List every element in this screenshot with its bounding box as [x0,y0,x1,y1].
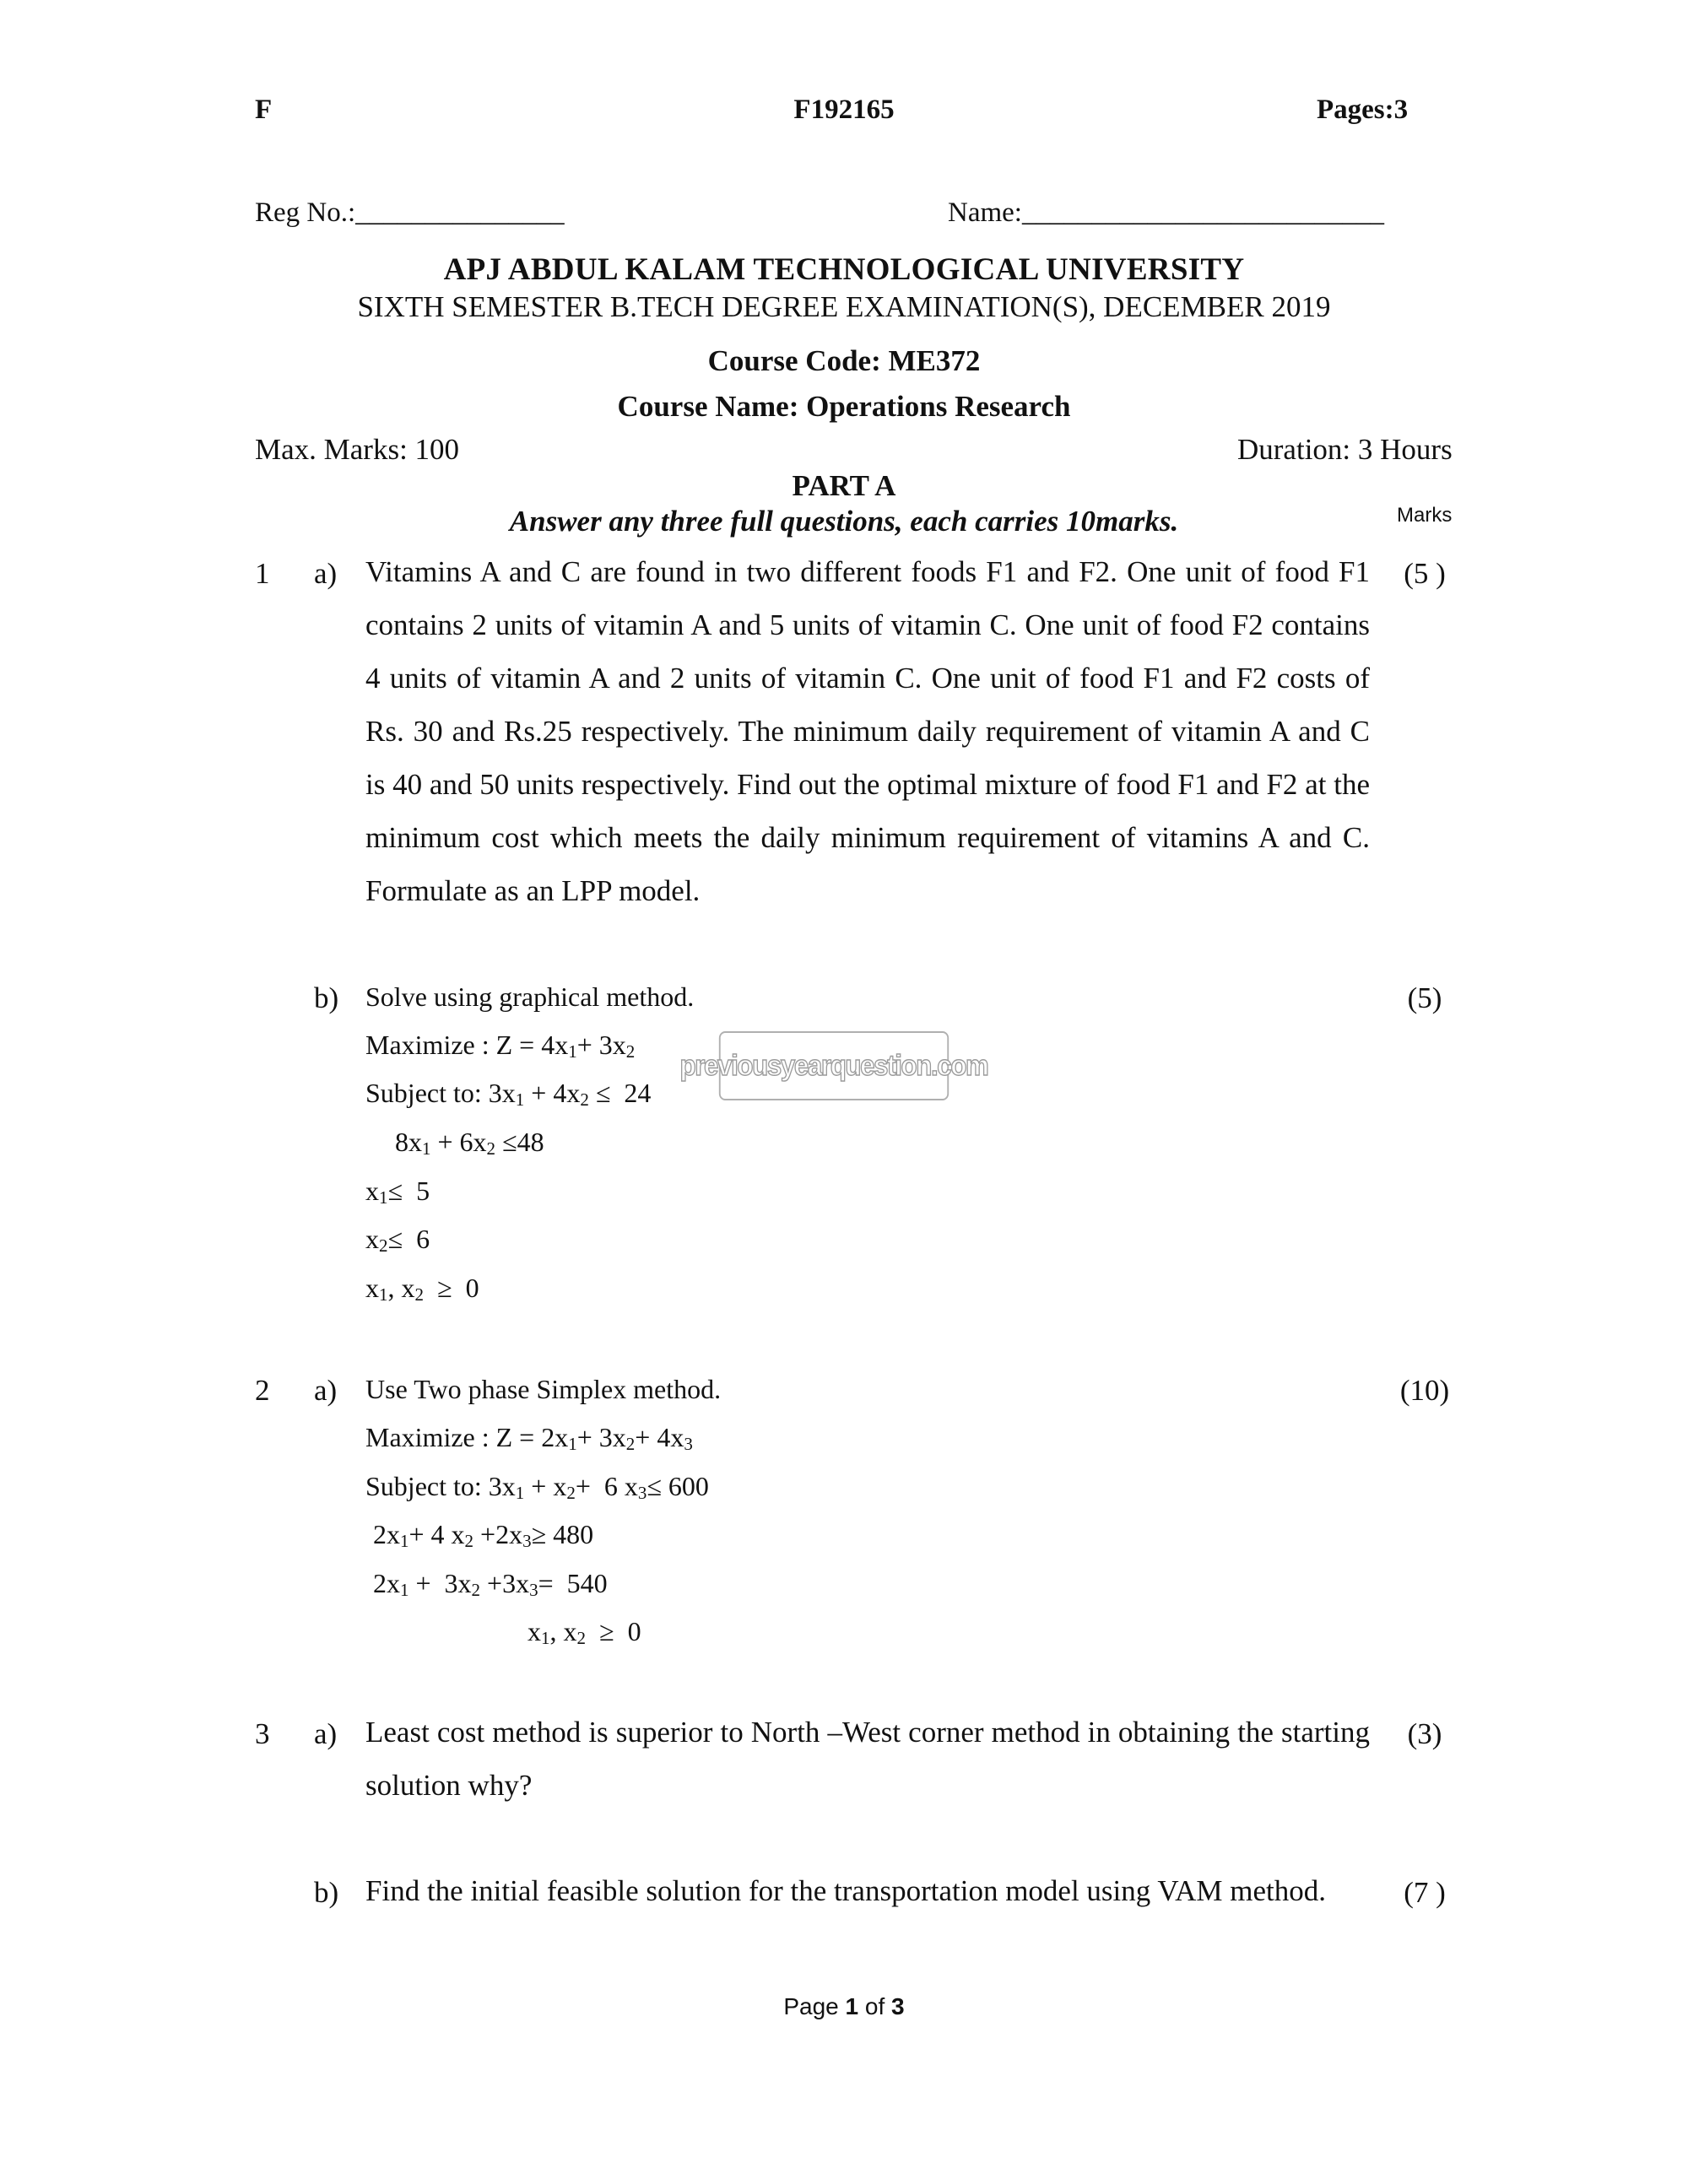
q1b-constraint-1: Subject to: $3x_1 + 4x_2 \le 24$ [365,1078,652,1110]
course-code: Course Code: ME372 [707,344,981,377]
subquestion-letter: a) [314,1374,338,1407]
paper-code: F192165 [793,95,895,125]
question-text [365,545,1370,917]
q2a-constraint-2: $2x_1+ 4$ $x_2 +2x_3\ge 480$ [373,1519,594,1551]
q1b-constraint-2: $8x_1 + 6x_2 \le 48$ [395,1127,544,1159]
q1b-title: Solve using graphical method. [365,981,695,1012]
question-text [365,1864,1370,1917]
q2a-objective: Maximize : $Z = 2x_1+ 3x_2+ 4x_3$ [365,1422,693,1454]
q1b-constraint-3: $x_1\le 5$ [365,1176,430,1208]
course-name: Course Name: Operations Research [617,390,1071,423]
question-number: 1 [255,557,270,590]
question-marks: (10) [1399,1374,1450,1407]
watermark-logo: previousyearquestion.com [719,1031,949,1100]
q2a-constraint-1: Subject to: $3x_1 + x_2+ 6$ $x_3\le 600$ [365,1471,709,1503]
subquestion-letter: a) [314,557,338,590]
q1b-nonnegativity: $x_1$, $x_2 \ge 0$ [365,1273,479,1305]
part-heading: PART A [792,469,896,502]
university-title: APJ ABDUL KALAM TECHNOLOGICAL UNIVERSITY [443,252,1245,287]
q1b-constraint-4: $x_2\le 6$ [365,1224,430,1256]
q1b-objective: Maximize : $Z = 4x_1+ 3x_2$ [365,1030,636,1062]
page-count: Pages:3 [1317,95,1409,125]
question-marks: (7 ) [1404,1876,1446,1909]
marks-column-label: Marks [1397,504,1453,527]
set-letter: F [255,95,273,125]
q3a-text: Least cost method is superior to North –West corner method in obtaining the starting solution why? [365,1716,1370,1802]
subquestion-letter: b) [314,981,339,1014]
max-marks: Max. Marks: 100 [255,433,460,466]
question-text [365,1706,1370,1812]
part-instruction: Answer any three full questions, each carries 10marks. [509,505,1179,538]
subquestion-letter: b) [314,1876,339,1909]
question-marks: (5 ) [1404,557,1446,590]
duration: Duration: 3 Hours [1237,433,1453,466]
q2a-title: Use Two phase Simplex method. [365,1374,722,1404]
question-marks: (5) [1407,981,1442,1014]
question-number: 3 [255,1717,270,1750]
q1a-text: Vitamins A and C are found in two different foods F1 and F2. One unit of food F1 contains 2 units of vitamin A and 5 units of vitamin C. One unit of food F2 contains 4 units of vitamin A and 2 units of vitamin C. One unit of food F1 and F2 costs of Rs. 30 and Rs.25 respectively. The minimum daily requirement of vitamin A and C is 40 and 50 units respectively. Find out the optimal mixture of food F1 and F2 at the minimum cost which meets the daily minimum requirement of vitamins A and C. Formulate as an LPP model. [365,555,1370,907]
q2a-constraint-3: $2x_1 + 3x_2 +3x_3= 540$ [373,1568,608,1600]
exam-title: SIXTH SEMESTER B.TECH DEGREE EXAMINATION(S), DECEMBER 2019 [357,290,1331,323]
q3b-text: Find the initial feasible solution for the transportation model using VAM method. [365,1874,1327,1907]
question-number: 2 [255,1374,270,1407]
q2a-nonnegativity: $x_1$, $x_2 \ge 0$ [528,1616,641,1648]
page-footer: Page 1 of 3 [783,1993,905,2019]
subquestion-letter: a) [314,1717,338,1750]
question-marks: (3) [1407,1717,1442,1750]
name-field: Name:__________________________ [948,197,1384,228]
reg-no-field: Reg No.:_______________ [255,197,565,228]
